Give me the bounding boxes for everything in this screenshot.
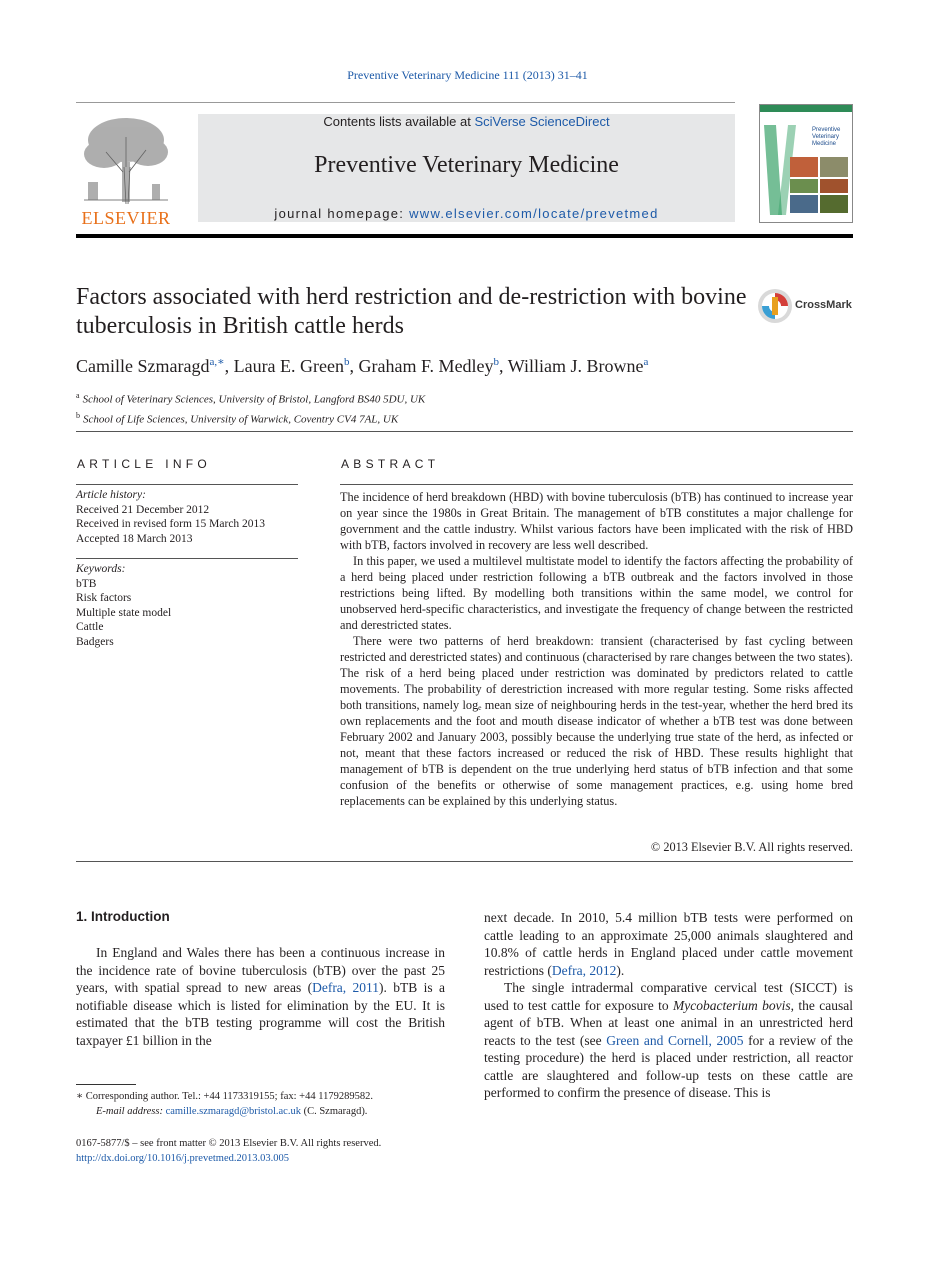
intro-paragraph: The single intradermal comparative cervical test (SICCT) is used to test cattle for exposure to Mycobacterium bovis, the causal agent of bTB. When at least one animal in an unrestricted herd reacts to the test (see Green and Cornell, 2005 for a review of the testing procedure) the herd is placed under restriction, all reactor cattle are slaughtered and follow-up tests on these cattle are performed to confirm the presence of disease. This is <box>484 980 854 1100</box>
keyword: Cattle <box>76 621 104 633</box>
author-affil-sup[interactable]: a <box>643 356 649 368</box>
journal-citation[interactable]: Preventive Veterinary Medicine 111 (2013) 31–41 <box>347 68 588 82</box>
email-note: E-mail address: camille.szmaragd@bristol.ac.uk (C. Szmaragd). <box>96 1106 368 1117</box>
history-item: Received in revised form 15 March 2013 <box>76 518 266 530</box>
abstract-body <box>340 489 853 809</box>
elsevier-tree-icon <box>76 112 176 207</box>
abstract-paragraph: There were two patterns of herd breakdown: transient (characterised by fast cycling between restricted and derestricted states) and continuous (characterised by rare changes between the two states). The risk of a herd being placed under restriction was dominated by predictors related to cattle movements. The probability of derestriction increased with more regular testing. Some risks affected both transitions, namely logₑ mean size of neighbouring herds in the test-year, whether the herd bred its own replacements and the foot and mouth disease indicator of whether a bTB test was done between February 2002 and January 2003, possibly because the underlying true state of the herd, as infected or not, meant that these factors increased or reduced the risk of HBD. These results highlight that management of bTB is dependent on the true underlying herd status of bTB infection and that some confusion of the benefits or otherwise of some management practices, e.g. using home bred replacements can be explained by this underlying status. <box>340 634 853 808</box>
abstract-rule <box>340 484 853 485</box>
intro-paragraph: next decade. In 2010, 5.4 million bTB tests were performed on cattle leading to an approximate 25,000 animals slaughtered and 10.8% of cattle herds in England placed under cattle movement restrictions (Defra, 2012). <box>484 910 853 978</box>
affiliation <box>76 408 776 428</box>
footnotes <box>76 1089 456 1119</box>
history-label: Article history: <box>76 489 146 501</box>
keywords-block <box>76 562 301 649</box>
homepage-prefix: journal homepage: <box>274 206 410 221</box>
section-divider <box>76 431 853 432</box>
article-info-heading: ARTICLE INFO <box>77 457 212 471</box>
history-item: Received 21 December 2012 <box>76 503 210 516</box>
homepage-link[interactable]: www.elsevier.com/locate/prevetmed <box>409 206 659 221</box>
author[interactable]: Camille Szmaragd$^{a,∗}$, <box>76 356 234 376</box>
affiliation-text: School of Veterinary Sciences, University of Bristol, Langford BS40 5DU, UK <box>82 393 426 406</box>
citation-link[interactable]: Defra, 2011 <box>312 980 380 995</box>
affiliation-text: School of Life Sciences, University of Warwick, Coventry CV4 7AL, UK <box>83 413 399 426</box>
author[interactable]: William J. Browne$^a$ <box>507 356 649 376</box>
abstract-paragraph: The incidence of herd breakdown (HBD) with bovine tuberculosis (bTB) has continued to increase year on year since the 1980s in Great Britain. The management of bTB constitutes a major challenge for government and the cattle industry. Whilst various factors have been implicated with the risk of HBD with bTB, factors involved in recovery are less well described. <box>340 490 853 552</box>
abstract-bottom-rule <box>76 861 853 862</box>
affiliations <box>76 388 776 427</box>
footnote-rule <box>76 1084 136 1085</box>
keyword: Badgers <box>76 635 114 648</box>
crossmark-icon <box>757 288 793 324</box>
article-history <box>76 488 301 546</box>
author[interactable]: Laura E. Green$^b$, <box>233 356 359 376</box>
crossmark-badge[interactable] <box>757 288 857 328</box>
header-rule <box>76 102 735 103</box>
keywords-label: Keywords: <box>76 563 126 575</box>
affiliation <box>76 388 776 408</box>
email-link[interactable]: camille.szmaragd@bristol.ac.uk <box>165 1106 301 1117</box>
section-heading-introduction: 1. Introduction <box>76 909 170 924</box>
intro-paragraph: In England and Wales there has been a continuous increase in the incidence rate of bovine tuberculosis (bTB) over the past 25 years, with spatial spread to new areas (Defra, 2011). bTB is a notifiable disease which is listed for elimination by the EU. It is estimated that the bTB testing programme will cost the British taxpayer £1 billion in the <box>76 945 445 1048</box>
keyword: Risk factors <box>76 592 132 604</box>
elsevier-logo[interactable] <box>76 112 176 227</box>
intro-right-column <box>484 909 853 1102</box>
author-affil-sup[interactable]: b <box>493 356 500 368</box>
crossmark-label: CrossMark <box>795 299 852 311</box>
article-info-rule <box>76 484 298 485</box>
keyword: Multiple state model <box>76 606 172 619</box>
journal-cover-thumbnail[interactable] <box>759 104 853 223</box>
sciencedirect-link[interactable]: SciVerse ScienceDirect <box>474 114 610 129</box>
corresponding-author-note: ∗ Corresponding author. Tel.: +44 1173319155; fax: +44 1179289582. <box>76 1091 373 1102</box>
history-item: Accepted 18 March 2013 <box>76 532 193 545</box>
abstract-heading: ABSTRACT <box>341 457 440 471</box>
issn-line: 0167-5877/$ – see front matter © 2013 Elsevier B.V. All rights reserved. <box>76 1138 382 1149</box>
header-thick-rule <box>76 234 853 238</box>
cover-title-text: Preventive Veterinary Medicine <box>812 127 841 147</box>
author-affil-sup[interactable]: a,∗ <box>209 356 225 368</box>
contents-prefix: Contents lists available at <box>323 114 475 129</box>
journal-title: Preventive Veterinary Medicine <box>314 152 619 178</box>
article-title: Factors associated with herd restriction and de-restriction with bovine tuberculosis in British cattle herds <box>76 284 747 339</box>
elsevier-wordmark: ELSEVIER <box>81 208 171 228</box>
author-list <box>76 356 856 377</box>
abstract-paragraph: In this paper, we used a multilevel multistate model to identify the factors affecting the probability of a herd being placed under restriction following a bTB outbreak and the factors involved in those restrictions being lifted. By modelling both transitions within the same model, we control for unobserved herd-specific characteristics, and investigate the frequency of change between the restricted and derestricted states. <box>340 554 853 632</box>
doi-link[interactable]: http://dx.doi.org/10.1016/j.prevetmed.2013.03.005 <box>76 1153 289 1164</box>
journal-header-box <box>198 114 735 222</box>
intro-left-column <box>76 944 445 1049</box>
keyword: bTB <box>76 577 97 590</box>
front-matter <box>76 1136 496 1166</box>
affiliation-mark: b <box>76 410 80 420</box>
author[interactable]: Graham F. Medley$^b$, <box>358 356 508 376</box>
keywords-rule <box>76 558 298 559</box>
journal-homepage <box>198 206 735 221</box>
author-affil-sup[interactable]: b <box>344 356 350 368</box>
citation-link[interactable]: Defra, 2012 <box>551 962 617 978</box>
citation-link[interactable]: Green and Cornell, 2005 <box>606 1032 744 1048</box>
affiliation-mark: a <box>76 391 80 400</box>
copyright-line: © 2013 Elsevier B.V. All rights reserved. <box>650 840 853 854</box>
contents-line <box>198 114 735 129</box>
journal-cover-image <box>760 105 852 222</box>
